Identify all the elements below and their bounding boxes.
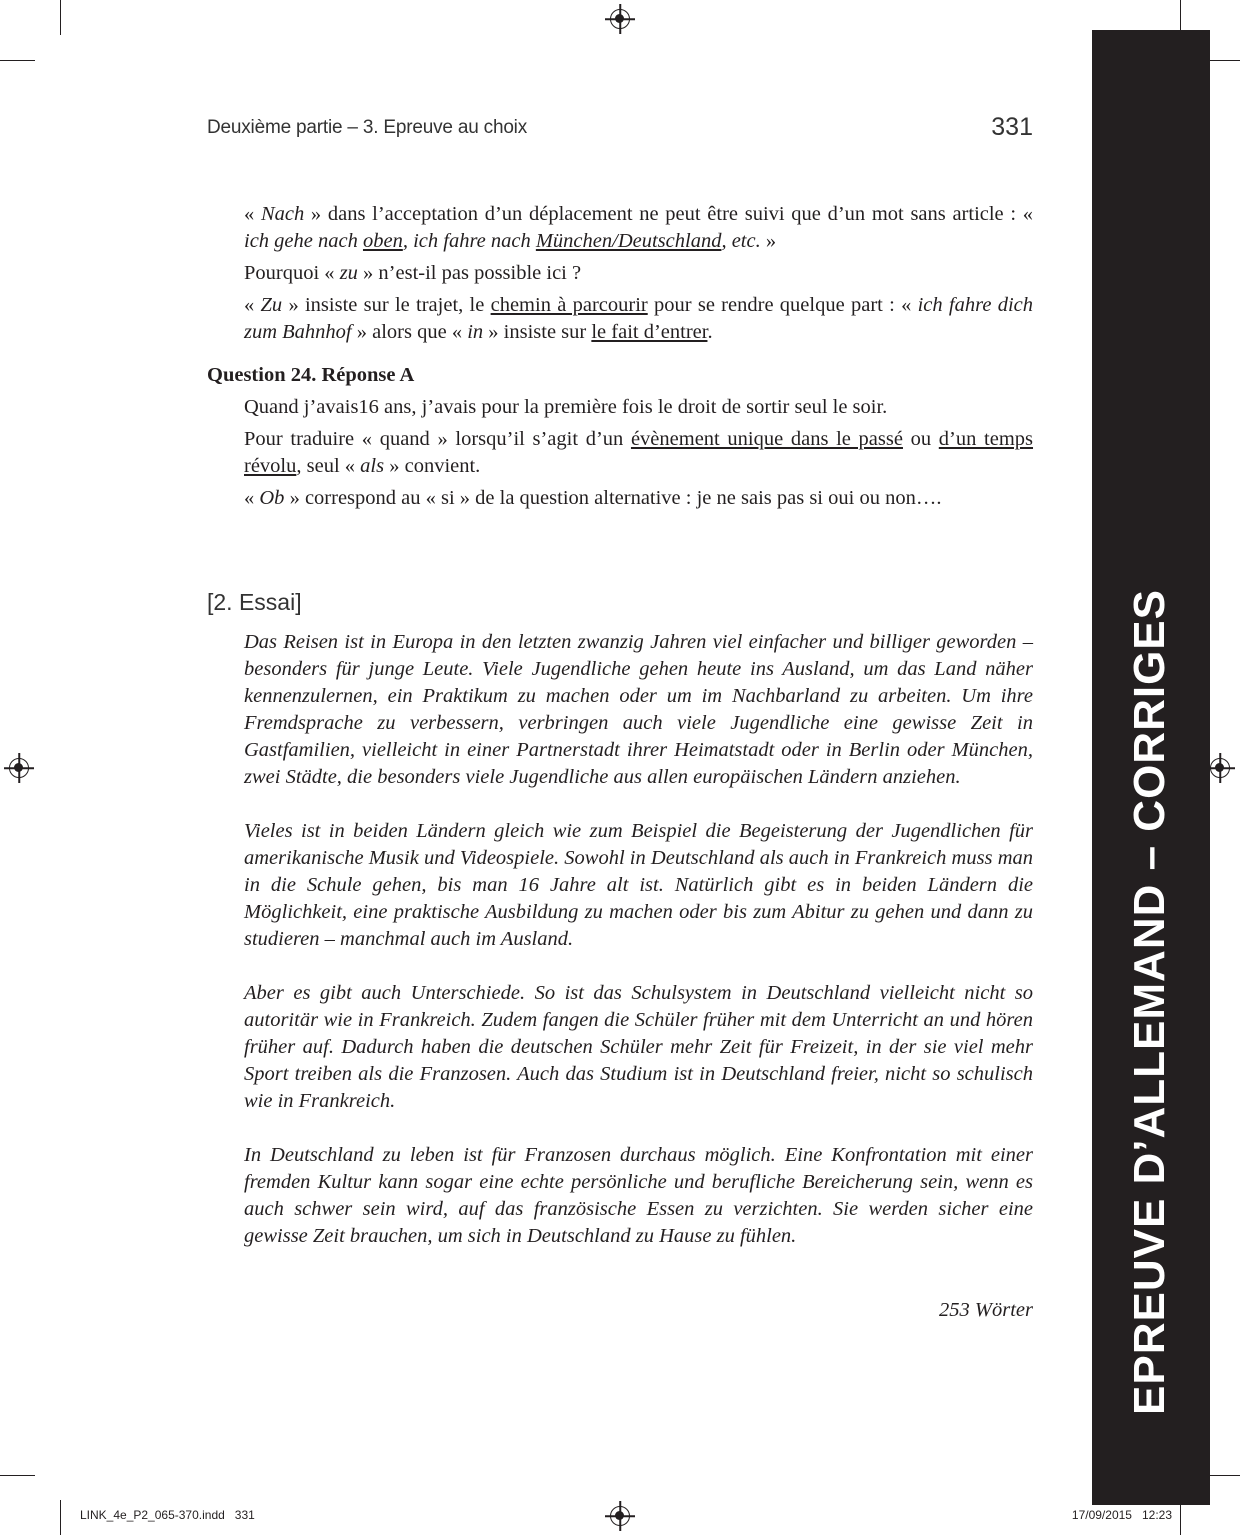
slug-file-info: LINK_4e_P2_065-370.indd 331: [80, 1508, 255, 1522]
crop-mark: [0, 60, 35, 61]
essay-paragraph: In Deutschland zu leben ist für Franzosen durchaus möglich. Eine Konfrontation mit einer fremden Kultur kann sogar eine echte persönliche und berufliche Bereicherung sein, wenn es auch schwer sein wird, auf das französische Essen zu verzichten. Sie werden sicher eine gewisse Zeit brauchen, um sich in Deutschland zu Hause zu fühlen.: [244, 1144, 1033, 1247]
registration-mark-icon: [610, 9, 630, 29]
question-24: [207, 362, 1033, 512]
paragraph-zu-trajet: « Zu » insiste sur le trajet, le chemin à parcourir pour se rendre quelque part : « ich fahre dich zum Bahnhof » alors que « in » insiste sur le fait d’entrer.: [244, 294, 1034, 343]
crop-mark: [1180, 1500, 1181, 1535]
side-tab-text: EPREUVE D’ALLEMAND – CORRIGES: [1125, 589, 1174, 1415]
page-number: 331: [991, 113, 1033, 141]
running-head: Deuxième partie – 3. Epreuve au choix: [207, 117, 528, 138]
essay-paragraph: Vieles ist in beiden Ländern gleich wie zum Beispiel die Begeisterung der Jugendlichen für amerikanische Musik und Videospiele. Sowohl in Deutschland als auch in Frankreich muss man in die Schule gehen, bis man 16 Jahre alt ist. Natürlich gibt es in beiden Ländern die Möglichkeit, eine praktische Ausbildung zu machen oder bis zum Abitur zu gehen und dann zu studieren – manchmal auch im Ausland.: [244, 820, 1033, 950]
essay-paragraph: Das Reisen ist in Europa in den letzten zwanzig Jahren viel einfacher und billiger geworden – besonders für junge Leute. Viele Jugendliche gehen heute ins Ausland, um das Land näher kennenzulernen, ein Praktikum zu machen oder um im Nachbarland zu arbeiten. Um ihre Fremdsprache zu verbessern, verbringen auch viele Jugendliche eine gewisse Zeit in Gastfamilien, vielleicht in einer Partnerstadt ihrer Heimatstadt oder in Berlin oder München, zwei Städte, die besonders viele Jugendliche aus allen europäischen Ländern anziehen.: [244, 631, 1033, 788]
crop-mark: [1205, 1475, 1240, 1476]
essay-paragraph: Aber es gibt auch Unterschiede. So ist das Schulsystem in Deutschland vielleicht nicht so autoritär wie in Frankreich. Zudem fangen die Schüler früher mit dem Unterricht an und hören früher auf. Dadurch haben die deutschen Schüler mehr Zeit für Freizeit, in der sie viel mehr Sport treiben als die Franzosen. Auch das Studium ist in Deutschland freier, nicht so schulisch wie in Frankreich.: [244, 982, 1033, 1112]
paragraph-ob: « Ob » correspond au « si » de la question alternative : je ne sais pas si oui ou non….: [244, 487, 942, 509]
crop-mark: [60, 0, 61, 35]
registration-mark-icon: [1210, 758, 1230, 778]
registration-mark-icon: [610, 1506, 630, 1526]
essai-heading: [2. Essai]: [207, 589, 302, 615]
word-count: 253 Wörter: [939, 1299, 1033, 1321]
essay-body: [244, 629, 1033, 1277]
paragraph-als: Pour traduire « quand » lorsqu’il s’agit d’un évènement unique dans le passé ou d’un temps révolu, seul « als » convient.: [244, 428, 1034, 477]
section-nach-zu: [207, 201, 1033, 346]
paragraph-translation: Quand j’avais16 ans, j’avais pour la première fois le droit de sortir seul le soir.: [244, 396, 888, 418]
crop-mark: [0, 1475, 35, 1476]
question-heading: Question 24. Réponse A: [207, 364, 415, 386]
crop-mark: [60, 1500, 61, 1535]
paragraph-pourquoi-zu: Pourquoi « zu » n’est-il pas possible ici ?: [244, 262, 582, 284]
registration-mark-icon: [9, 758, 29, 778]
slug-date: 17/09/2015 12:23: [1071, 1508, 1172, 1522]
paragraph-nach: « Nach » dans l’acceptation d’un déplacement ne peut être suivi que d’un mot sans article : « ich gehe nach oben, ich fahre nach München/Deutschland, etc. »: [244, 203, 1033, 252]
crop-mark: [1205, 60, 1240, 61]
